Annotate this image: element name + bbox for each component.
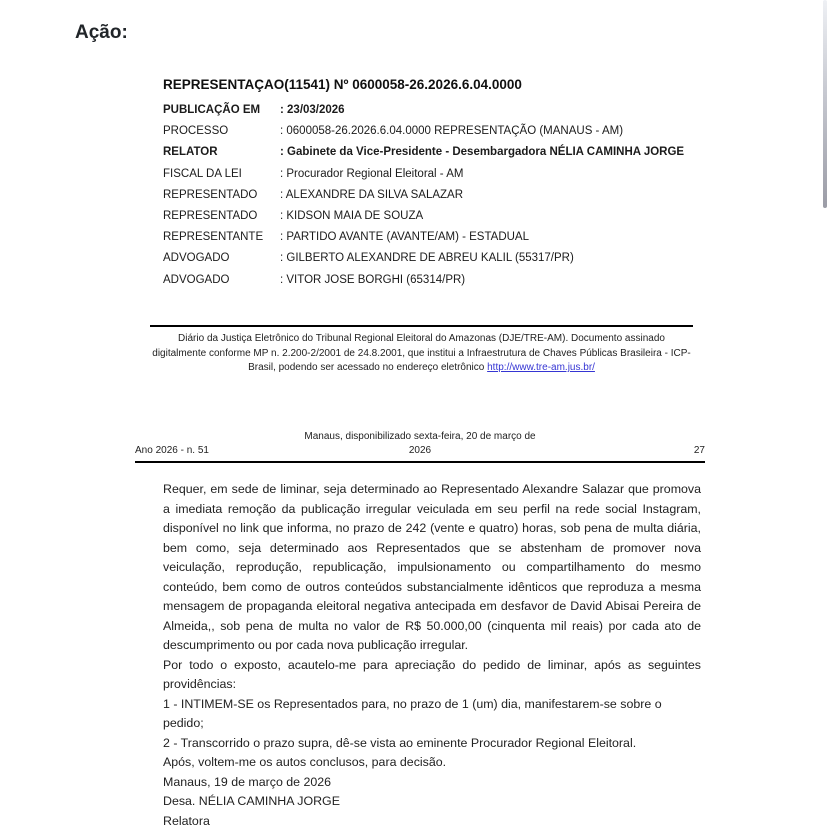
page-band-year: 2026 (325, 444, 515, 458)
field-row-representante (163, 228, 708, 246)
field-value: : 23/03/2026 (280, 101, 708, 119)
field-row-representado-1 (163, 186, 708, 204)
field-label: RELATOR (163, 143, 280, 161)
field-row-advogado-2 (163, 271, 708, 289)
field-label: PUBLICAÇÃO EM (163, 101, 280, 119)
footnote-line2: conforme MP n. 2.200-2/2001 de 24.8.2001, que institui a Infraestrutura de Chaves Públicas Brasileira - ICP-Brasil, podendo (209, 348, 691, 374)
body-signature-role: Relatora (163, 812, 701, 831)
field-row-advogado-1 (163, 249, 708, 267)
body-paragraph-request: Requer, em sede de liminar, seja determinado ao Representado Alexandre Salazar que promova a imediata remoção da publicação irregular veiculada em seu perfil na rede social Instagram, disponível no link que informa, no prazo de 242 (vente e quatro) horas, sob pena de multa diária, bem como, seja determinado aos Representados que se abstenham de promover nova veiculação, reprodução, republicação, impulsionamento ou compartilhamento do mesmo conteúdo, bem como de outros conteúdos substancialmente idênticos que reproduza a mesma mensagem de propaganda eleitoral negativa antecipada em desfavor de David Abisai Pereira de Almeida,, sob pena de multa no valor de R$ 50.000,00 (cinquenta mil reais) por cada ato de descumprimento ou por cada nova publicação irregular. (163, 480, 701, 656)
decision-body (163, 480, 701, 831)
page-band-edition: Ano 2026 - n. 51 (135, 444, 325, 458)
field-label: ADVOGADO (163, 249, 280, 267)
field-row-relator (163, 143, 708, 161)
action-label: Ação: (75, 22, 128, 44)
field-label: REPRESENTANTE (163, 228, 280, 246)
body-closing: Após, voltem-me os autos conclusos, para decisão. (163, 753, 701, 773)
field-value: : ALEXANDRE DA SILVA SALAZAR (280, 186, 708, 204)
field-value: : Gabinete da Vice-Presidente - Desembargadora NÉLIA CAMINHA JORGE (280, 143, 708, 161)
document-fields (163, 101, 708, 292)
page-band-location: Manaus, disponibilizado sexta-feira, 20 de março de (135, 430, 705, 444)
field-label: REPRESENTADO (163, 186, 280, 204)
body-paragraph-conclusion: Por todo o exposto, acautelo-me para apreciação do pedido de liminar, após as seguintes providências: (163, 656, 701, 695)
field-value: : 0600058-26.2026.6.04.0000 REPRESENTAÇÃO (MANAUS - AM) (280, 122, 708, 140)
field-value: : Procurador Regional Eleitoral - AM (280, 165, 708, 183)
field-label: PROCESSO (163, 122, 280, 140)
page-band (135, 430, 705, 463)
field-row-publicacao (163, 101, 708, 119)
field-value: : GILBERTO ALEXANDRE DE ABREU KALIL (55317/PR) (280, 249, 708, 267)
field-row-fiscal (163, 165, 708, 183)
footnote-line3-prefix: ser acessado no endereço eletrônico (320, 362, 487, 373)
footnote-line1: Diário da Justiça Eletrônico do Tribunal Regional Eleitoral do Amazonas (DJE/TRE-AM). Documento assinado digitalmente (152, 333, 665, 359)
field-row-processo (163, 122, 708, 140)
field-value: : VITOR JOSE BORGHI (65314/PR) (280, 271, 708, 289)
page-band-page-number: 27 (515, 444, 705, 458)
body-signature: Desa. NÉLIA CAMINHA JORGE (163, 792, 701, 812)
field-label: FISCAL DA LEI (163, 165, 280, 183)
field-value: : KIDSON MAIA DE SOUZA (280, 207, 708, 225)
vertical-scrollbar-thumb[interactable] (823, 0, 827, 208)
field-value: : PARTIDO AVANTE (AVANTE/AM) - ESTADUAL (280, 228, 708, 246)
footnote-link[interactable]: http://www.tre-am.jus.br/ (487, 362, 595, 373)
field-row-representado-2 (163, 207, 708, 225)
field-label: ADVOGADO (163, 271, 280, 289)
document-title: REPRESENTAÇAO(11541) Nº 0600058-26.2026.6.04.0000 (163, 77, 703, 92)
footnote (150, 325, 693, 376)
field-label: REPRESENTADO (163, 207, 280, 225)
body-date: Manaus, 19 de março de 2026 (163, 773, 701, 793)
body-item-1: 1 - INTIMEM-SE os Representados para, no prazo de 1 (um) dia, manifestarem-se sobre o pedido; (163, 695, 701, 734)
body-item-2: 2 - Transcorrido o prazo supra, dê-se vista ao eminente Procurador Regional Eleitoral. (163, 734, 701, 754)
